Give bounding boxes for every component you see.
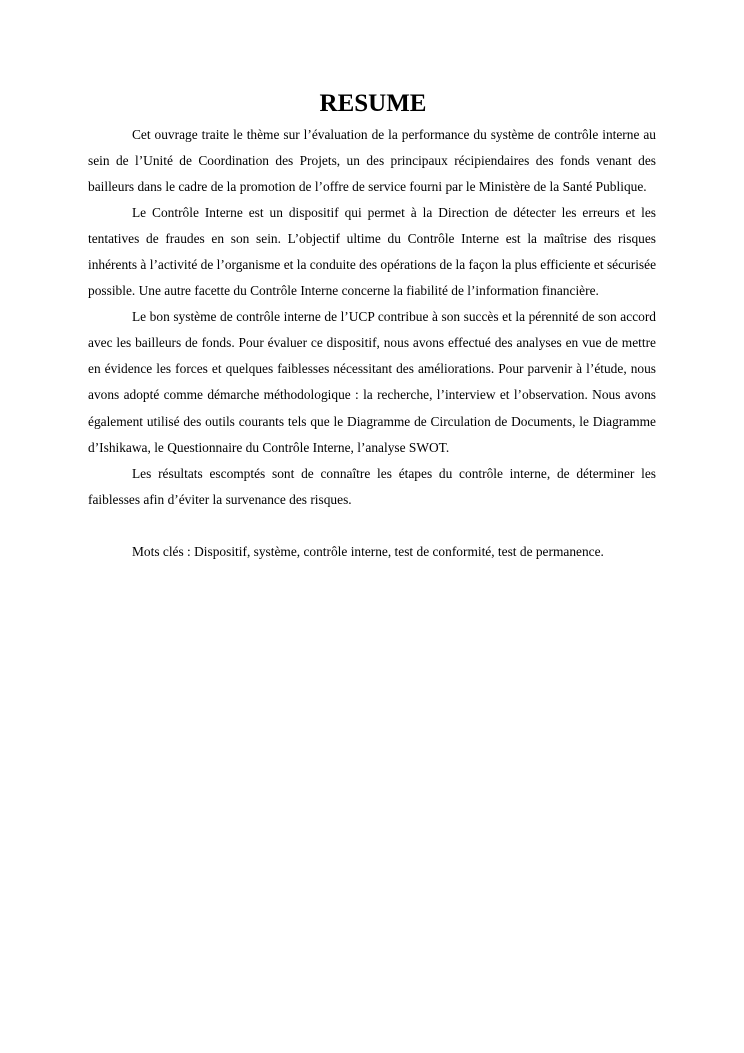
page-title: RESUME bbox=[319, 90, 427, 117]
keywords-paragraph: Mots clés : Dispositif, système, contrôle interne, test de conformité, test de permanence. bbox=[132, 543, 604, 559]
document-body bbox=[88, 88, 656, 565]
paragraph-4: Les résultats escomptés sont de connaître les étapes du contrôle interne, de déterminer les faiblesses afin d’éviter la survenance des risques. bbox=[88, 465, 656, 507]
paragraph-1: Cet ouvrage traite le thème sur l’évaluation de la performance du système de contrôle interne au sein de l’Unité de Coordination des Projets, un des principaux récipiendaires des fonds venant des bailleurs dans le cadre de la promotion de l’offre de service fourni par le Ministère de la Santé Publique. bbox=[88, 127, 656, 195]
paragraph-2: Le Contrôle Interne est un dispositif qui permet à la Direction de détecter les erreurs et les tentatives de fraudes en son sein. L’objectif ultime du Contrôle Interne est la maîtrise des risques inhérents à l’activité de l’organisme et la conduite des opérations de la façon la plus efficiente et sécurisée possible. Une autre facette du Contrôle Interne concerne la fiabilité de l’information financière. bbox=[88, 205, 657, 299]
spacer bbox=[88, 513, 656, 539]
paragraph-3: Le bon système de contrôle interne de l’UCP contribue à son succès et la pérennité de son accord avec les bailleurs de fonds. Pour évaluer ce dispositif, nous avons effectué des analyses en vue de mettre en évidence les forces et quelques faiblesses nécessitant des améliorations. Pour parvenir à l’étude, nous avons adopté comme démarche méthodologique : la recherche, l’interview et l’observation. Nous avons également utilisé des outils courants tels que le Diagramme de Circulation de Documents, le Diagramme d’Ishikawa, le Questionnaire du Contrôle Interne, l’analyse SWOT. bbox=[88, 309, 656, 455]
